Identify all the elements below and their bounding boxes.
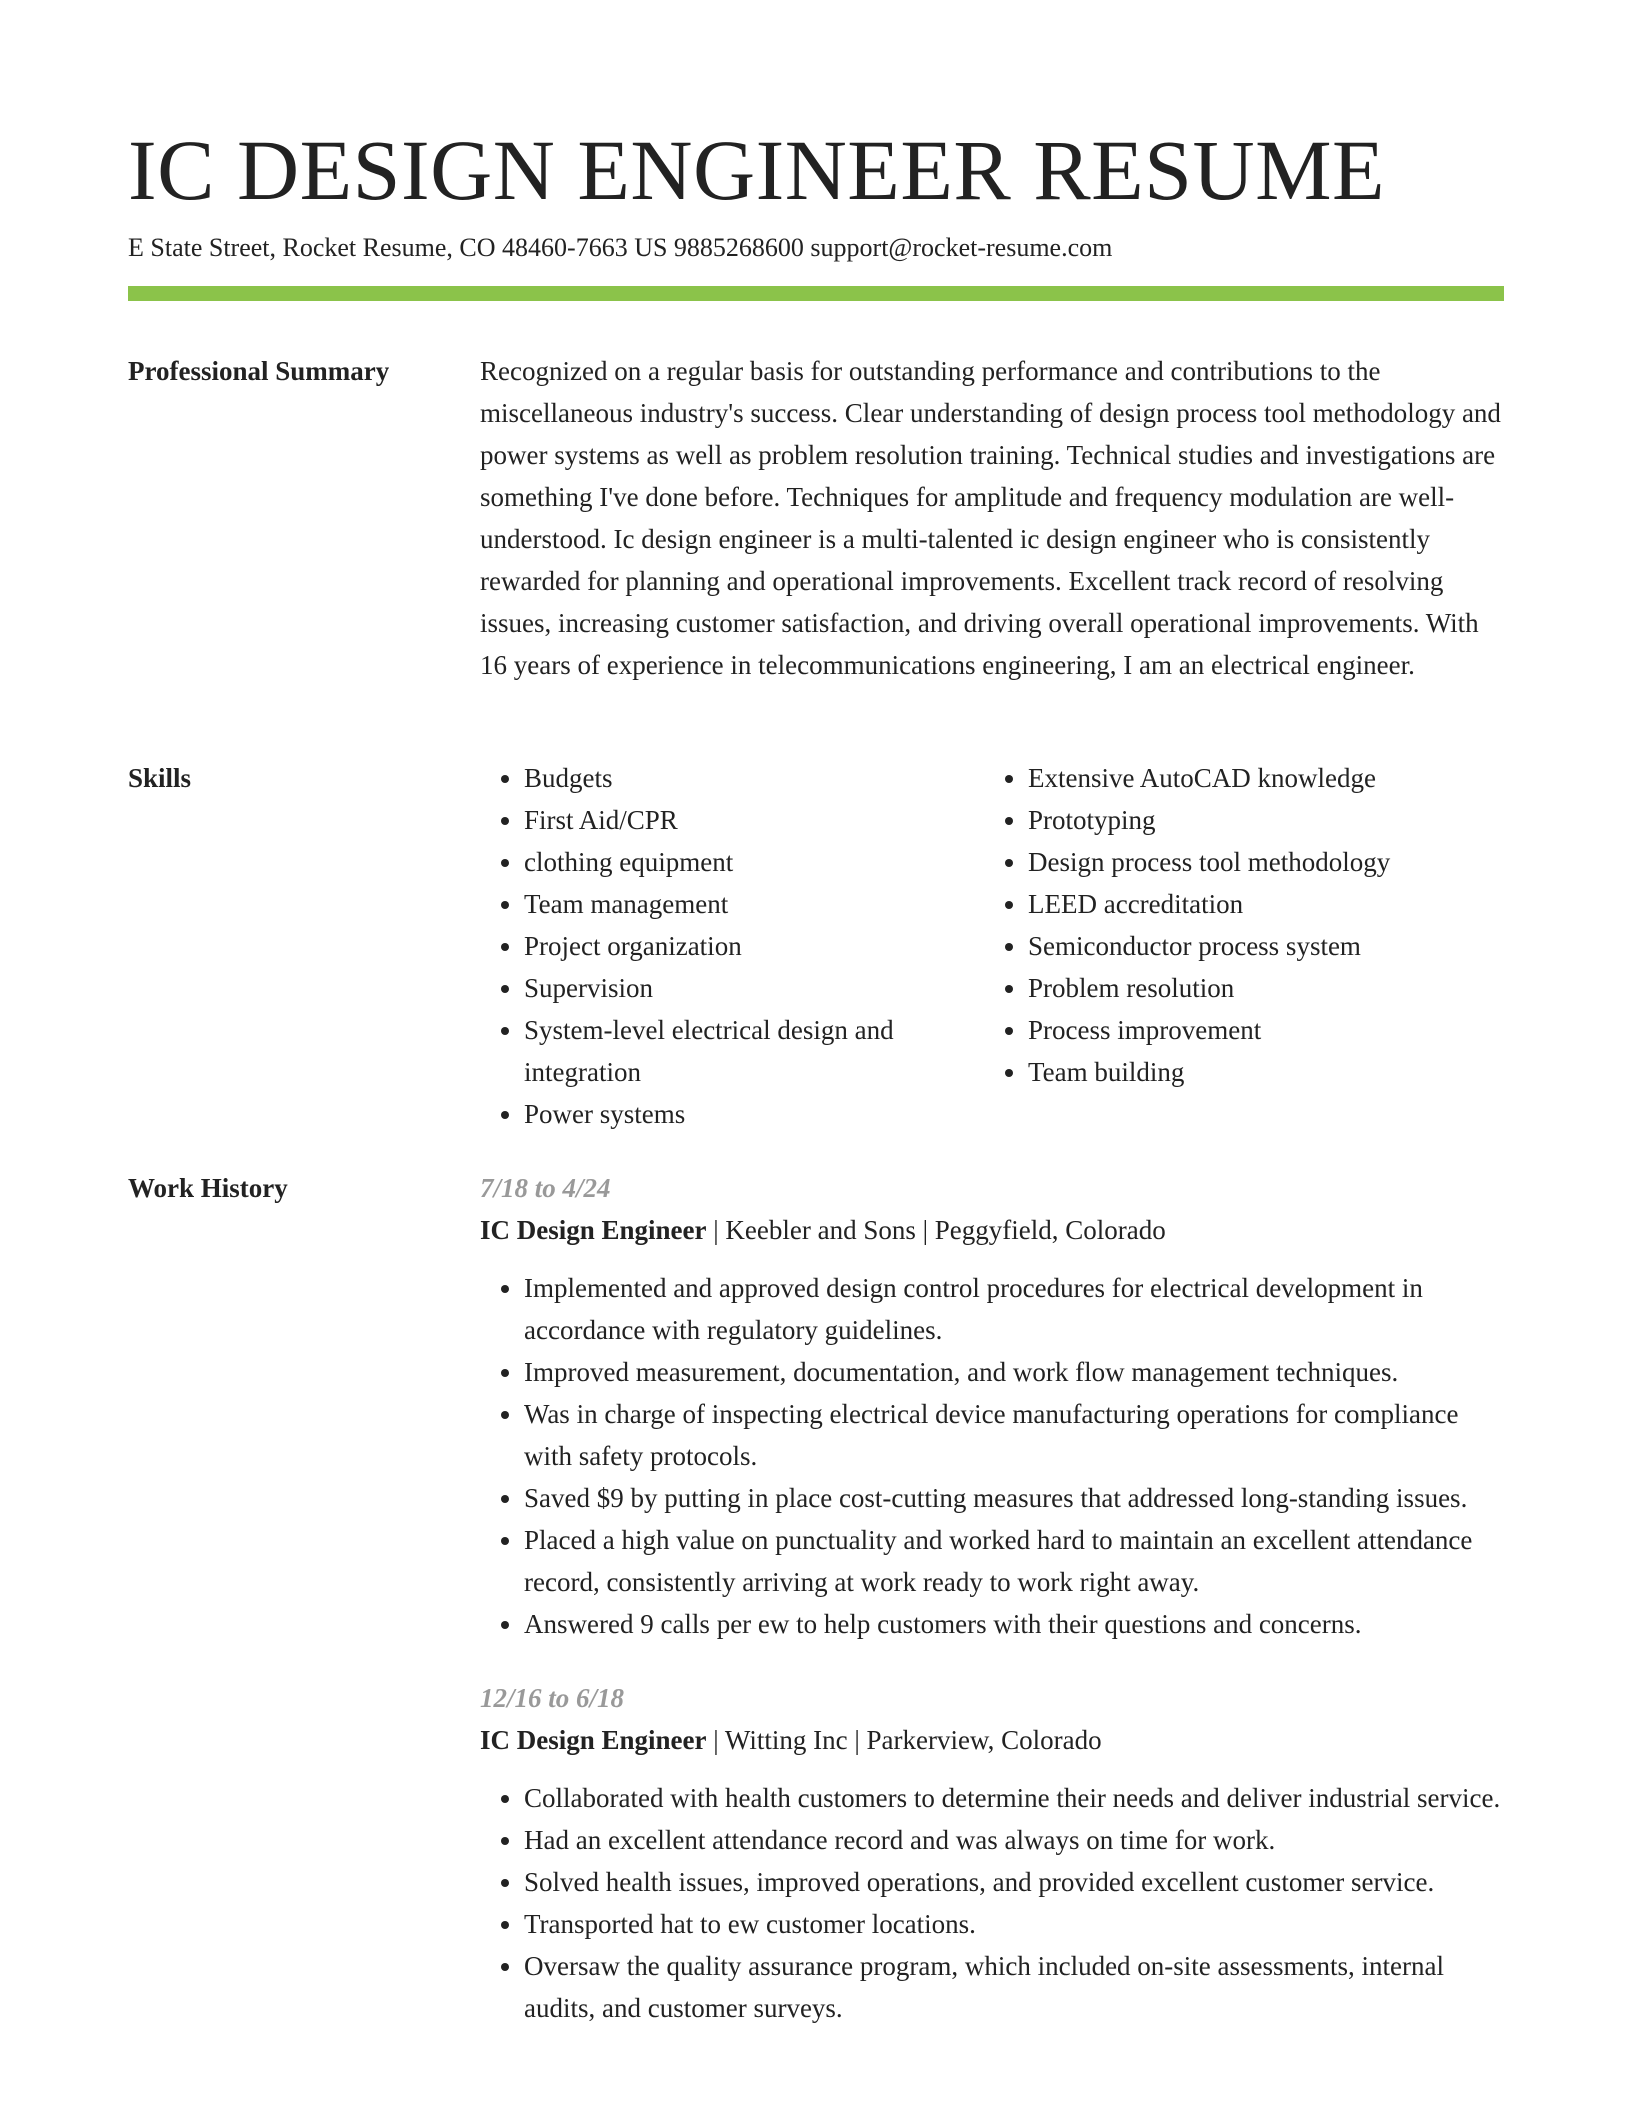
job-duty: • Answered 9 calls per ew to help customers with their questions and concerns. [524,1603,1504,1645]
job-duty: • Implemented and approved design control procedures for electrical development in accordance with regulatory guidelines. [524,1267,1504,1351]
job-title: IC Design Engineer [480,1215,707,1245]
job-dates: 7/18 to 4/24 [480,1173,611,1203]
job-employer-location: | Witting Inc | Parkerview, Colorado [706,1725,1102,1755]
skill-item: • Team management [524,883,984,925]
skill-item: • Project organization [524,925,984,967]
skill-item: • Team building [1028,1051,1488,1093]
job-duties-list [480,1777,1504,2029]
skill-item: • LEED accreditation [1028,883,1488,925]
skill-item: • First Aid/CPR [524,799,984,841]
skill-item: • Prototyping [1028,799,1488,841]
skills-body [480,757,1504,1135]
skills-list-left [480,757,984,1135]
section-label-work-history: Work History [128,1173,288,1203]
job-heading [480,1209,1504,1251]
skill-item: • System-level electrical design and integration [524,1009,984,1093]
job-duty: • Was in charge of inspecting electrical device manufacturing operations for compliance with safety protocols. [524,1393,1504,1477]
skill-item: • Semiconductor process system [1028,925,1488,967]
skill-item: • Problem resolution [1028,967,1488,1009]
summary-body [480,350,1504,686]
job-duty: • Transported hat to ew customer locations. [524,1903,1504,1945]
job-entry [480,1677,1504,2029]
accent-divider [128,286,1504,301]
summary-text: Recognized on a regular basis for outstanding performance and contributions to the miscellaneous industry's success. Clear understanding of design process tool methodology and power systems as well as problem resolution training. Technical studies and investigations are something I've done before. Techniques for amplitude and frequency modulation are well-understood. Ic design engineer is a multi-talented ic design engineer who is consistently rewarded for planning and operational improvements. Excellent track record of resolving issues, increasing customer satisfaction, and driving overall operational improvements. With 16 years of experience in telecommunications engineering, I am an electrical engineer. [480,356,1501,680]
skill-item: • Process improvement [1028,1009,1488,1051]
resume-title: IC DESIGN ENGINEER RESUME [128,122,1386,218]
contact-line: E State Street, Rocket Resume, CO 48460-7663 US 9885268600 support@rocket-resume.com [128,233,1113,262]
section-label-summary: Professional Summary [128,356,390,386]
skill-item: • Power systems [524,1093,984,1135]
job-duty: • Oversaw the quality assurance program, which included on-site assessments, internal audits, and customer surveys. [524,1945,1504,2029]
section-label-skills: Skills [128,763,192,793]
job-duty: • Placed a high value on punctuality and worked hard to maintain an excellent attendance record, consistently arriving at work ready to work right away. [524,1519,1504,1603]
job-duty: • Saved $9 by putting in place cost-cutting measures that addressed long-standing issues. [524,1477,1504,1519]
job-duty: • Solved health issues, improved operations, and provided excellent customer service. [524,1861,1504,1903]
job-heading [480,1719,1504,1761]
skill-item: • Extensive AutoCAD knowledge [1028,757,1488,799]
skill-item: • Design process tool methodology [1028,841,1488,883]
job-duty: • Had an excellent attendance record and was always on time for work. [524,1819,1504,1861]
job-employer-location: | Keebler and Sons | Peggyfield, Colorado [706,1215,1166,1245]
skills-list-right [984,757,1488,1135]
skills-columns [480,757,1504,1135]
skill-item: • Supervision [524,967,984,1009]
job-duty: • Collaborated with health customers to determine their needs and deliver industrial service. [524,1777,1504,1819]
skill-item: • clothing equipment [524,841,984,883]
skill-item: • Budgets [524,757,984,799]
job-duty: • Improved measurement, documentation, and work flow management techniques. [524,1351,1504,1393]
job-title: IC Design Engineer [480,1725,707,1755]
job-duties-list [480,1267,1504,1645]
job-entry [480,1167,1504,1645]
work-history-body [480,1167,1504,2029]
job-dates: 12/16 to 6/18 [480,1683,625,1713]
